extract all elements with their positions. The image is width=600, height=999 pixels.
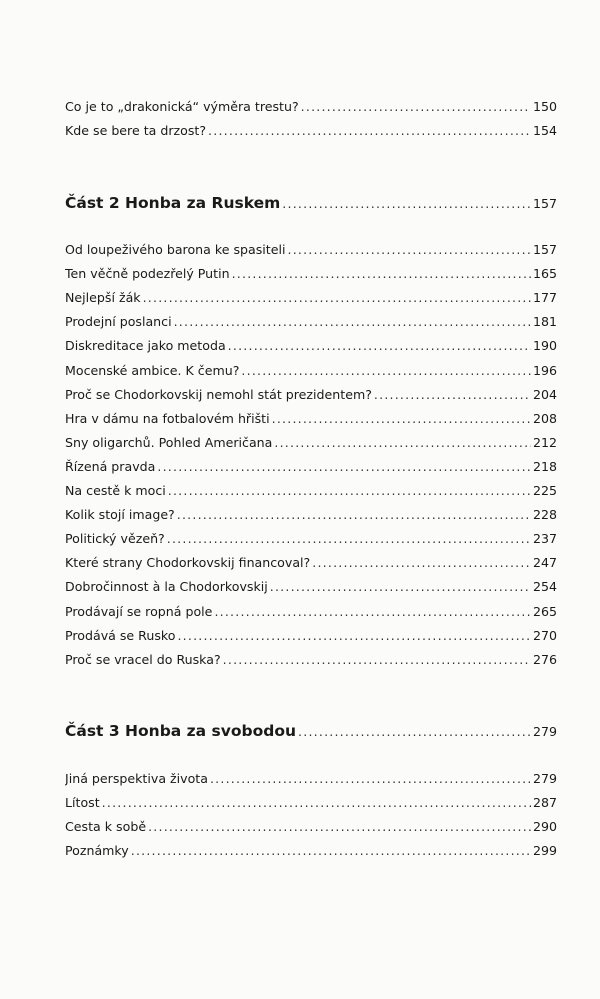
page-number: 276 (532, 651, 557, 667)
page-number: 237 (532, 531, 557, 547)
page-number: 287 (532, 795, 557, 810)
entry-title: Sny oligarchů. Pohled Američana (65, 434, 273, 450)
entry-title: Které strany Chodorkovskij financoval? (65, 555, 311, 571)
entry-title: Jiná perspektiva života (65, 771, 208, 786)
dot-leader (287, 241, 530, 259)
dot-leader (274, 434, 531, 452)
toc-entry (65, 603, 557, 621)
dot-leader (167, 530, 531, 548)
dot-leader (241, 362, 531, 380)
page-number: 204 (532, 386, 557, 402)
dot-leader (131, 842, 531, 860)
page-number: 225 (532, 483, 557, 498)
entry-title: Prodávají se ropná pole (65, 603, 213, 619)
page-number: 299 (532, 843, 557, 858)
toc-entry (65, 289, 557, 307)
dot-leader (298, 721, 531, 742)
entry-title: Cesta k sobě (65, 819, 147, 834)
page-number: 177 (532, 290, 557, 306)
dot-leader (143, 289, 531, 307)
dot-leader (223, 651, 531, 669)
entry-title: Ten věčně podezřelý Putin (65, 266, 230, 282)
toc-entry (65, 506, 557, 524)
page-number: 218 (532, 458, 557, 474)
part-heading (65, 192, 557, 214)
entry-title: Prodejní poslanci (65, 314, 172, 330)
toc-entry (65, 410, 557, 428)
page-number: 196 (532, 362, 557, 378)
entry-title: Poznámky (65, 843, 129, 858)
page-number: 154 (532, 123, 557, 138)
toc-entry (65, 770, 557, 788)
dot-leader (177, 506, 531, 524)
entry-title: Část 3 Honba za svobodou (65, 722, 297, 740)
entry-title: Proč se vracel do Ruska? (65, 651, 221, 667)
page-number: 165 (532, 266, 557, 282)
dot-leader (177, 627, 531, 645)
entry-title: Hra v dámu na fotbalovém hřišti (65, 410, 270, 426)
toc-entry (65, 434, 557, 452)
dot-leader (301, 98, 531, 116)
page-number: 157 (532, 196, 557, 211)
toc-entry (65, 337, 557, 355)
entry-title: Kde se bere ta drzost? (65, 123, 207, 138)
toc-entry (65, 530, 557, 548)
page-number: 279 (532, 771, 557, 786)
dot-leader (270, 578, 531, 596)
entry-title: Prodává se Rusko (65, 627, 176, 643)
entry-title: Část 2 Honba za Ruskem (65, 194, 281, 212)
entry-title: Mocenské ambice. K čemu? (65, 362, 240, 378)
page-number: 190 (532, 338, 557, 354)
toc-entry (65, 554, 557, 572)
toc-entry (65, 627, 557, 645)
dot-leader (214, 603, 531, 621)
page-number: 254 (532, 579, 557, 595)
page-number: 247 (532, 555, 557, 571)
toc-entry (65, 122, 557, 140)
page-number: 265 (532, 603, 557, 619)
toc-entry (65, 651, 557, 669)
entry-title: Na cestě k moci (65, 483, 166, 498)
page-number: 157 (532, 242, 557, 257)
page-number: 290 (532, 819, 557, 834)
toc-entry (65, 482, 557, 500)
dot-leader (210, 770, 531, 788)
dot-leader (148, 818, 531, 836)
toc-entry (65, 265, 557, 283)
entry-title: Dobročinnost à la Chodorkovskij (65, 579, 268, 595)
toc-entry (65, 578, 557, 596)
entry-title: Řízená pravda (65, 458, 156, 474)
toc-entry (65, 362, 557, 380)
entry-title: Lítost (65, 795, 100, 810)
dot-leader (208, 122, 531, 140)
page-number: 181 (532, 314, 557, 330)
dot-leader (232, 265, 531, 283)
dot-leader (282, 193, 531, 214)
dot-leader (157, 458, 531, 476)
dot-leader (272, 410, 531, 428)
dot-leader (312, 554, 531, 572)
dot-leader (374, 386, 531, 404)
entry-title: Politický vězeň? (65, 531, 165, 547)
dot-leader (168, 482, 531, 500)
entry-title: Proč se Chodorkovskij nemohl stát prezidentem? (65, 386, 372, 402)
entry-title: Kolik stojí image? (65, 507, 175, 523)
entry-title: Nejlepší žák (65, 290, 141, 306)
toc-entry (65, 458, 557, 476)
toc-entry (65, 313, 557, 331)
entry-title: Diskreditace jako metoda (65, 338, 226, 354)
dot-leader (102, 794, 531, 812)
page-number: 212 (532, 434, 557, 450)
toc-entry (65, 386, 557, 404)
dot-leader (174, 313, 531, 331)
toc-entry (65, 98, 557, 116)
page-number: 270 (532, 627, 557, 643)
entry-title: Co je to „drakonická“ výměra trestu? (65, 99, 299, 114)
dot-leader (228, 337, 531, 355)
entry-title: Od loupeživého barona ke spasiteli (65, 242, 286, 257)
toc-entry (65, 794, 557, 812)
toc-entry (65, 818, 557, 836)
page-number: 228 (532, 507, 557, 523)
part-heading (65, 720, 557, 742)
page-number: 208 (532, 410, 557, 426)
toc-entry (65, 241, 557, 259)
toc-entry (65, 842, 557, 860)
page-number: 150 (532, 99, 557, 114)
page-number: 279 (532, 724, 557, 739)
